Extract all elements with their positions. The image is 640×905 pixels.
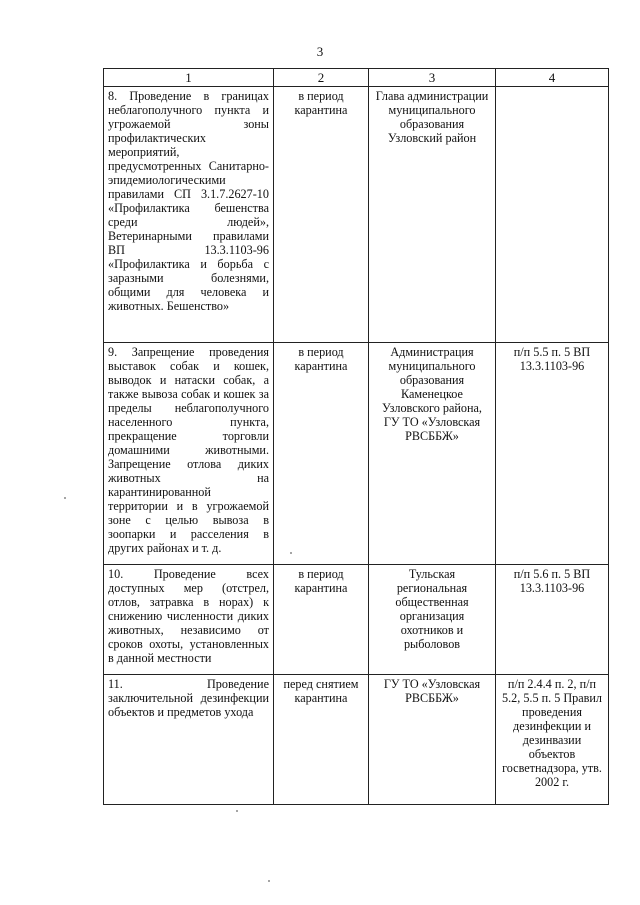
measure-cell: 11. Проведение заключительной дезинфекции объектов и предметов ухода [104,675,274,805]
measure-cell: 10. Проведение всех доступных мер (отстрел, отлов, затравка в норах) к снижению численности диких животных, независимо от сроков охоты, установленных в данной местности [104,565,274,675]
period-cell: перед снятием карантина [274,675,369,805]
column-header: 1 [104,69,274,87]
basis-cell: п/п 2.4.4 п. 2, п/п 5.2, 5.5 п. 5 Правил проведения дезинфекции и дезинвазии объектов госветнадзора, утв. 2002 г. [496,675,609,805]
table-row [104,565,609,675]
responsible-cell: Глава администрации муниципального образования Узловский район [369,87,496,343]
page-number: 3 [316,44,324,59]
period-cell: в период карантина [274,343,369,565]
responsible-cell: Тульская региональная общественная организация охотников и рыболовов [369,565,496,675]
table-row [104,675,609,805]
table-header-row [104,69,609,87]
table-row [104,343,609,565]
basis-cell: п/п 5.5 п. 5 ВП 13.3.1103-96 [496,343,609,565]
scan-speck [290,552,292,554]
scan-speck [268,880,270,882]
scan-speck [236,810,238,812]
basis-cell [496,87,609,343]
period-cell: в период карантина [274,87,369,343]
measure-cell: 9. Запрещение проведения выставок собак и кошек, выводок и натаски собак, а также вывоза собак и кошек за пределы неблагополучного населенного пункта, прекращение торговли домашними животными. Запрещение отлова диких животных на карантинированной территории и в угрожаемой зоне с целью вывоза в зоопарки и расселения в других районах и т. д. [104,343,274,565]
column-header: 3 [369,69,496,87]
responsible-cell: Администрация муниципального образования Каменецкое Узловского района, ГУ ТО «Узловская РВСББЖ» [369,343,496,565]
measure-cell: 8. Проведение в границах неблагополучного пункта и угрожаемой зоны профилактических мероприятий, предусмотренных Санитарно-эпидемиологическими правилами СП 3.1.7.2627-10 «Профилактика бешенства среди людей», Ветеринарными правилами ВП 13.3.1103-96 «Профилактика и борьба с заразными болезнями, общими для человека и животных. Бешенство» [104,87,274,343]
scan-speck [64,497,66,499]
responsible-cell: ГУ ТО «Узловская РВСББЖ» [369,675,496,805]
measures-table [103,68,609,805]
period-cell: в период карантина [274,565,369,675]
column-header: 4 [496,69,609,87]
column-header: 2 [274,69,369,87]
basis-cell: п/п 5.6 п. 5 ВП 13.3.1103-96 [496,565,609,675]
table-row [104,87,609,343]
